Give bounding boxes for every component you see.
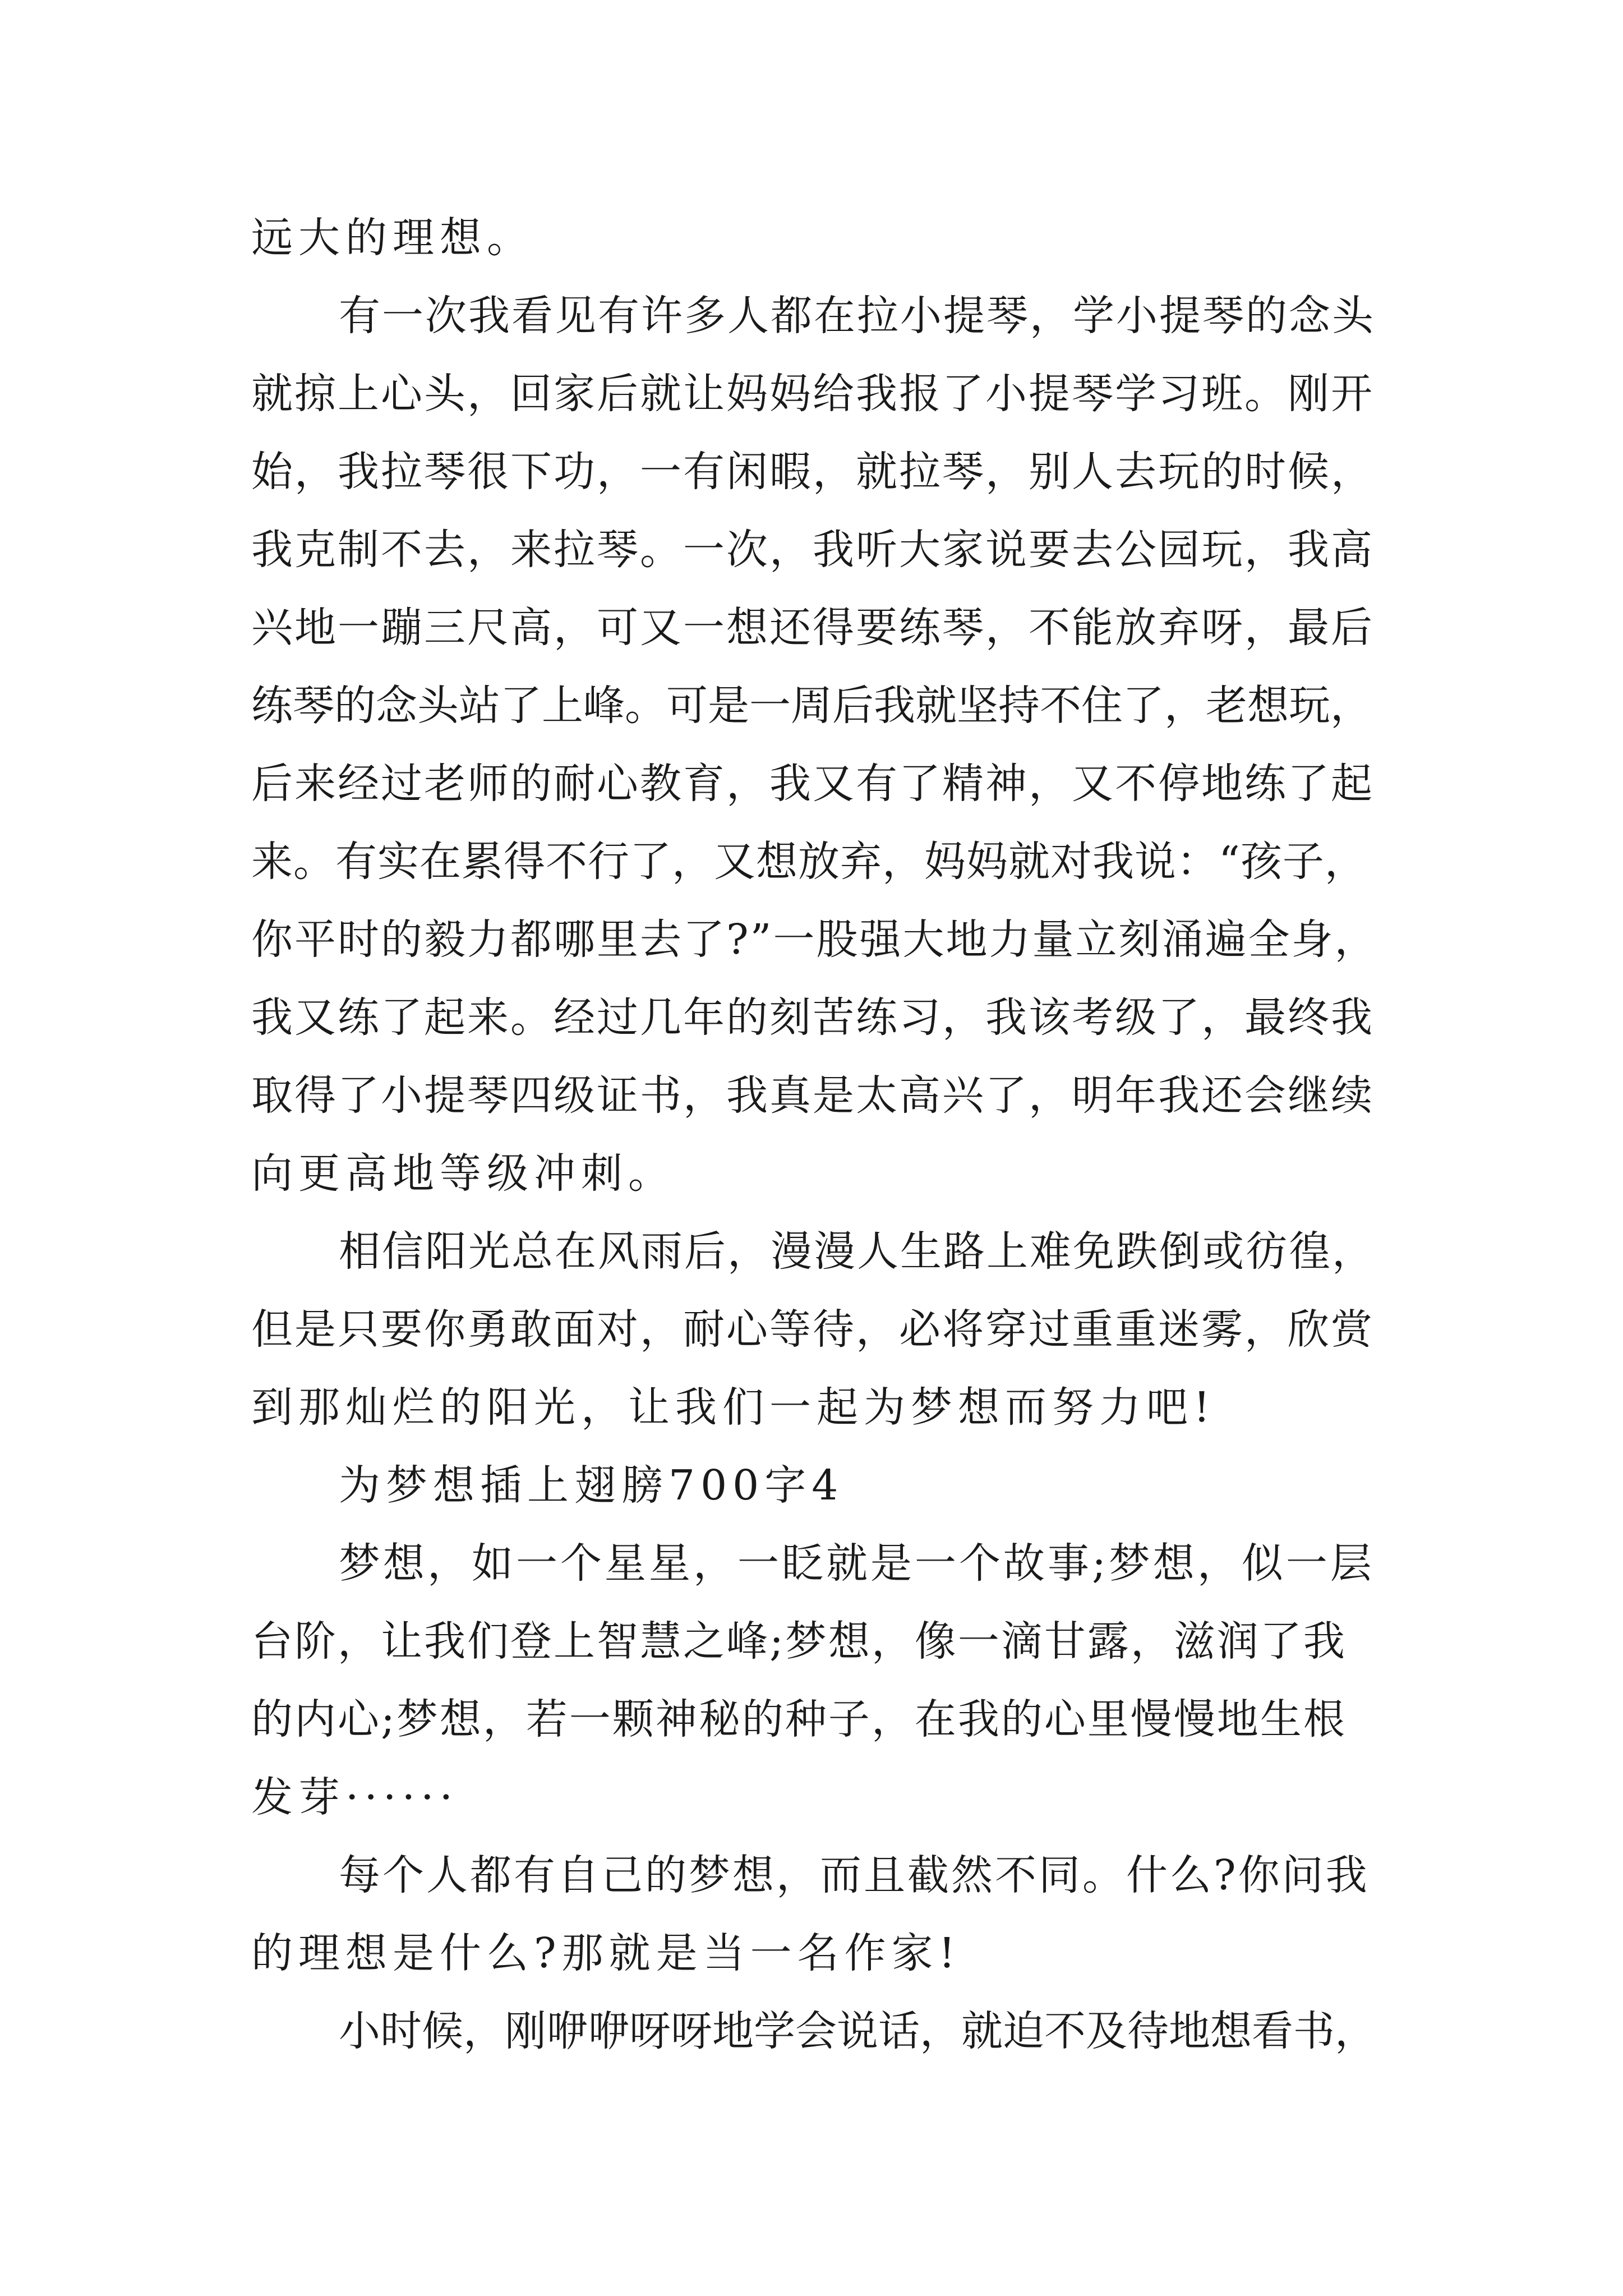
text-line: 兴地一蹦三尺高，可又一想还得要练琴，不能放弃呀，最后	[251, 604, 1374, 652]
text-line: 练琴的念头站了上峰。可是一周后我就坚持不住了，老想玩，	[251, 682, 1372, 730]
text-line: 向更高地等级冲刺。	[251, 1149, 675, 1198]
text-line: 发芽······	[251, 1773, 459, 1821]
text-line: 后来经过老师的耐心教育，我又有了精神，又不停地练了起	[251, 760, 1374, 808]
text-line: 台阶，让我们登上智慧之峰;梦想，像一滴甘露，滋润了我	[251, 1617, 1347, 1665]
text-line: 我克制不去，来拉琴。一次，我听大家说要去公园玩，我高	[251, 526, 1374, 574]
text-line: 相信阳光总在风雨后，漫漫人生路上难免跌倒或彷徨，	[339, 1227, 1375, 1276]
text-line: 的理想是什么?那就是当一名作家!	[251, 1929, 961, 1977]
text-line: 就掠上心头，回家后就让妈妈给我报了小提琴学习班。刚开	[251, 370, 1374, 418]
text-line: 每个人都有自己的梦想，而且截然不同。什么?你问我	[339, 1851, 1370, 1899]
document-body	[251, 199, 1378, 2070]
text-line: 但是只要你勇敢面对，耐心等待，必将穿过重重迷雾，欣赏	[251, 1305, 1374, 1354]
text-line: 的内心;梦想，若一颗神秘的种子，在我的心里慢慢地生根	[251, 1695, 1347, 1743]
text-line: 你平时的毅力都哪里去了?”一股强大地力量立刻涌遍全身，	[251, 915, 1378, 964]
text-line: 梦想，如一个星星，一眨就是一个故事;梦想，似一层	[339, 1539, 1375, 1588]
text-line: 取得了小提琴四级证书，我真是太高兴了，明年我还会继续	[251, 1071, 1374, 1120]
text-line: 为梦想插上翅膀700字4	[339, 1461, 844, 1510]
text-line: 有一次我看见有许多人都在拉小提琴，学小提琴的念头	[339, 292, 1375, 340]
text-line: 小时候，刚咿咿呀呀地学会说话，就迫不及待地想看书，	[339, 2007, 1376, 2055]
text-line: 我又练了起来。经过几年的刻苦练习，我该考级了，最终我	[251, 993, 1374, 1042]
text-line: 远大的理想。	[251, 214, 534, 262]
text-line: 来。有实在累得不行了，又想放弃，妈妈就对我说：“孩子，	[251, 838, 1367, 886]
text-line: 到那灿烂的阳光，让我们一起为梦想而努力吧!	[251, 1383, 1216, 1432]
text-line: 始，我拉琴很下功，一有闲暇，就拉琴，别人去玩的时候，	[251, 448, 1374, 496]
